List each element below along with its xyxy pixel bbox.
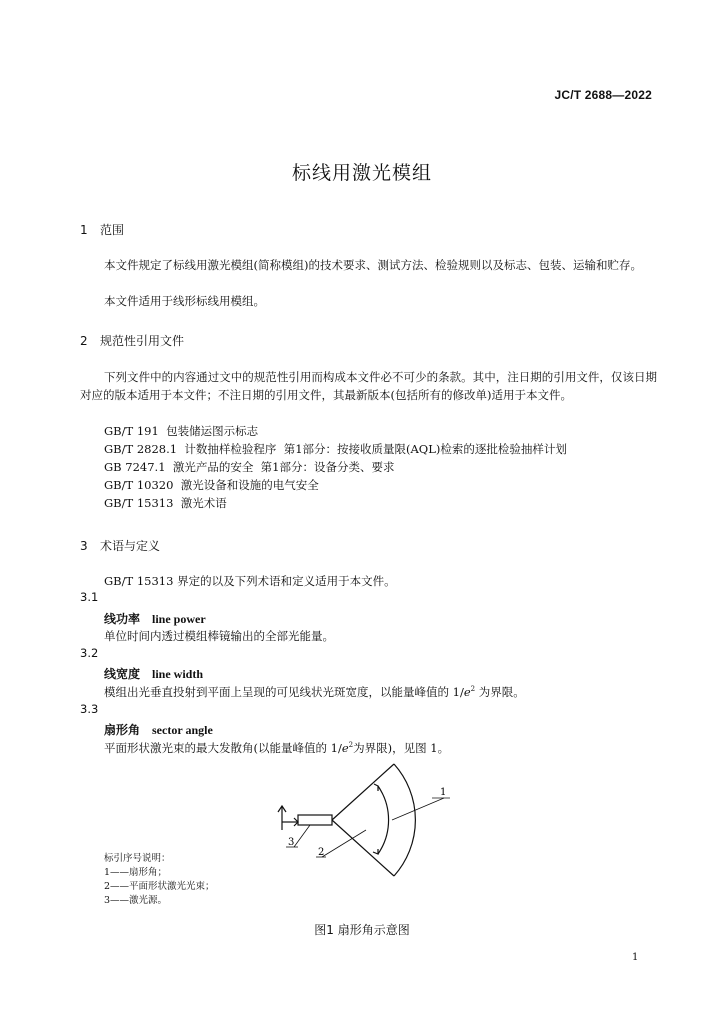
- section-3-heading: [80, 537, 160, 554]
- section-1-paragraph-1: 本文件规定了标线用激光模组(简称模组)的技术要求、测试方法、检验规则以及标志、包装、运输和贮存。: [104, 258, 642, 272]
- term-english: sector angle: [152, 723, 213, 737]
- term-english: line width: [152, 667, 204, 681]
- beam-edge-top: [332, 764, 394, 820]
- reference-item: GB/T 10320 激光设备和设施的电气安全: [104, 478, 319, 492]
- angle-arrow-bottom: [373, 849, 378, 854]
- term-number: 3.1: [80, 590, 99, 604]
- section-title: 范围: [100, 223, 125, 237]
- figure-legend: [104, 852, 215, 908]
- term-number: 3.2: [80, 646, 99, 660]
- reference-item: GB 7247.1 激光产品的安全 第1部分：设备分类、要求: [104, 460, 395, 474]
- reference-item: GB/T 15313 激光术语: [104, 496, 227, 510]
- leader-line-2: [322, 830, 366, 857]
- term-chinese: 扇形角: [104, 723, 141, 737]
- term-english: line power: [152, 612, 206, 626]
- laser-source-body: [298, 815, 332, 825]
- section-number: 3: [80, 539, 88, 553]
- term-definition: 单位时间内透过模组棒镜输出的全部光能量。: [104, 629, 334, 643]
- section-2-heading: [80, 332, 184, 349]
- section-3-paragraph: GB/T 15313 界定的以及下列术语和定义适用于本文件。: [104, 574, 396, 588]
- legend-item: 1——扇形角；: [104, 867, 168, 878]
- legend-item: 2——平面形状激光光束；: [104, 881, 215, 892]
- term-definition: 平面形状激光束的最大发散角(以能量峰值的 $1/e^2$为界限)，见图 1。: [104, 741, 450, 755]
- section-title: 规范性引用文件: [100, 334, 185, 348]
- section-1-paragraph-2: 本文件适用于线形标线用模组。: [104, 294, 265, 308]
- term-heading: [104, 610, 206, 627]
- section-number: 1: [80, 223, 88, 237]
- legend-item: 3——激光源。: [104, 895, 168, 906]
- leader-line-1: [392, 798, 444, 820]
- reference-item: GB/T 2828.1 计数抽样检验程序 第1部分：按接收质量限(AQL)检索的逐批检验抽样计划: [104, 442, 567, 456]
- beam-arc: [394, 764, 415, 876]
- angle-arrow-top: [374, 784, 378, 791]
- figure-caption: 图1 扇形角示意图: [314, 923, 410, 937]
- sector-angle-figure: [270, 760, 470, 880]
- angle-arc: [378, 786, 389, 854]
- callout-3: 3: [288, 837, 295, 848]
- term-heading: [104, 665, 203, 682]
- term-definition: 模组出光垂直投射到平面上呈现的可见线状光斑宽度，以能量峰值的 $1/e^2$ 为界限。: [104, 685, 525, 699]
- callout-1: 1: [440, 787, 447, 798]
- reference-item: GB/T 191 包装储运图示标志: [104, 424, 259, 438]
- term-number: 3.3: [80, 702, 99, 716]
- leader-line-3: [294, 825, 310, 847]
- section-title: 术语与定义: [100, 539, 161, 553]
- document-title: 标线用激光模组: [291, 162, 432, 184]
- term-heading: [104, 721, 213, 738]
- beam-edge-bottom: [332, 820, 394, 876]
- term-chinese: 线功率: [104, 612, 141, 626]
- callout-2: 2: [318, 847, 325, 858]
- section-1-heading: [80, 221, 124, 238]
- page-number: 1: [632, 952, 639, 963]
- standard-number: JC/T 2688—2022: [554, 88, 652, 102]
- legend-title: 标引序号说明：: [104, 853, 171, 864]
- term-chinese: 线宽度: [104, 667, 141, 681]
- section-2-paragraph: 下列文件中的内容通过文中的规范性引用而构成本文件必不可少的条款。其中，注日期的引用文件，仅该日期对应的版本适用于本文件；不注日期的引用文件，其最新版本(包括所有的修改单)适用于本文件。: [80, 370, 657, 402]
- section-number: 2: [80, 334, 88, 348]
